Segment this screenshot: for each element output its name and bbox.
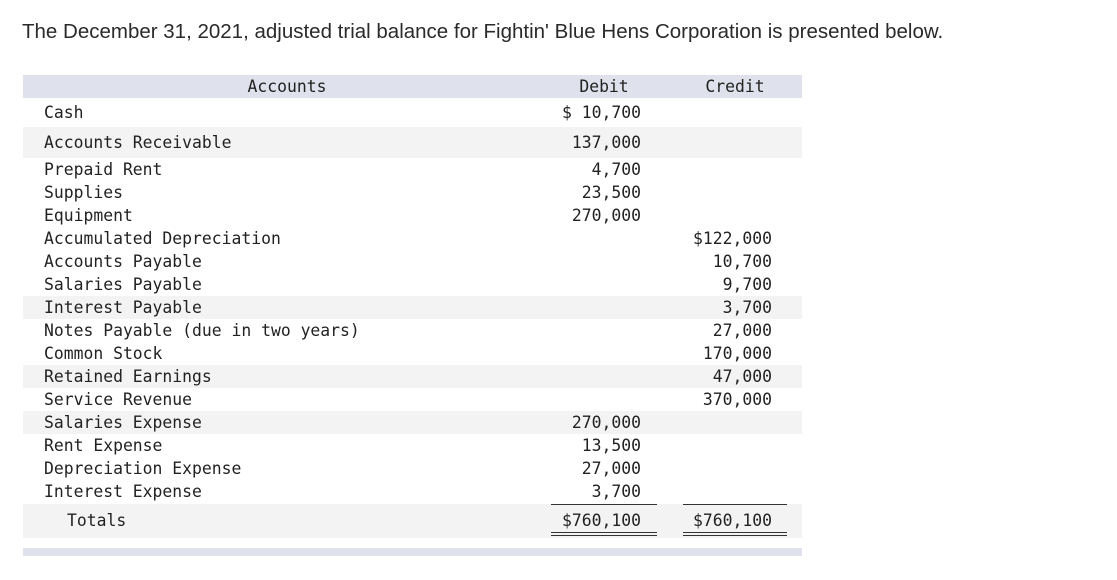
- table-row: [23, 388, 802, 411]
- totals-row: [23, 504, 802, 538]
- debit-amount: 137,000: [571, 133, 641, 152]
- account-name: Accounts Payable: [44, 252, 202, 271]
- account-name: Rent Expense: [44, 436, 163, 455]
- credit-amount: 3,700: [722, 298, 772, 317]
- account-name: Salaries Expense: [44, 413, 202, 432]
- account-name: Notes Payable (due in two years): [44, 321, 360, 340]
- account-name: Service Revenue: [44, 390, 193, 409]
- debit-amount: 4,700: [591, 160, 641, 179]
- table-row: [23, 296, 802, 319]
- header-credit: Credit: [705, 77, 765, 96]
- debit-amount: $ 10,700: [562, 103, 641, 122]
- credit-amount: 47,000: [712, 367, 772, 386]
- account-name: Equipment: [44, 206, 133, 225]
- table-row: [23, 342, 802, 365]
- header-debit: Debit: [579, 77, 629, 96]
- table-row: [23, 480, 802, 504]
- table-row: [23, 98, 802, 127]
- debit-amount: 23,500: [581, 183, 641, 202]
- account-name: Prepaid Rent: [44, 160, 163, 179]
- trial-balance-table: [23, 75, 802, 538]
- debit-total: $760,100: [562, 511, 641, 530]
- totals-label: Totals: [67, 511, 127, 530]
- credit-amount: 170,000: [702, 344, 772, 363]
- credit-amount: 27,000: [712, 321, 772, 340]
- intro-text: The December 31, 2021, adjusted trial balance for Fightin' Blue Hens Corporation is presented below.: [22, 20, 944, 43]
- table-row: [23, 227, 802, 250]
- table-row: [23, 127, 802, 158]
- account-name: Common Stock: [44, 344, 163, 363]
- credit-amount: 9,700: [722, 275, 772, 294]
- credit-total: $760,100: [693, 511, 772, 530]
- table-row: [23, 457, 802, 480]
- account-name: Cash: [44, 103, 84, 122]
- table-row: [23, 365, 802, 388]
- account-name: Accumulated Depreciation: [44, 229, 281, 248]
- table-row: [23, 204, 802, 227]
- table-footer-bar: [23, 548, 802, 556]
- table-header: [23, 75, 802, 98]
- debit-double-underline: [551, 532, 657, 536]
- account-name: Depreciation Expense: [44, 459, 242, 478]
- debit-amount: 270,000: [571, 413, 641, 432]
- account-name: Salaries Payable: [44, 275, 202, 294]
- account-name: Retained Earnings: [44, 367, 212, 386]
- table-row: [23, 250, 802, 273]
- header-accounts: Accounts: [247, 77, 327, 96]
- debit-amount: 270,000: [571, 206, 641, 225]
- account-name: Interest Payable: [44, 298, 202, 317]
- account-name: Interest Expense: [44, 482, 202, 501]
- debit-amount: 13,500: [581, 436, 641, 455]
- credit-amount: 10,700: [712, 252, 772, 271]
- debit-amount: 27,000: [581, 459, 641, 478]
- credit-amount: $122,000: [693, 229, 772, 248]
- table-row: [23, 434, 802, 457]
- table-row: [23, 411, 802, 434]
- table-row: [23, 181, 802, 204]
- credit-amount: 370,000: [702, 390, 772, 409]
- table-row: [23, 319, 802, 342]
- table-row: [23, 273, 802, 296]
- debit-amount: 3,700: [591, 482, 641, 501]
- table-row: [23, 158, 802, 181]
- account-name: Supplies: [44, 183, 123, 202]
- credit-double-underline: [683, 532, 787, 536]
- account-name: Accounts Receivable: [44, 133, 232, 152]
- table-body: [23, 98, 802, 538]
